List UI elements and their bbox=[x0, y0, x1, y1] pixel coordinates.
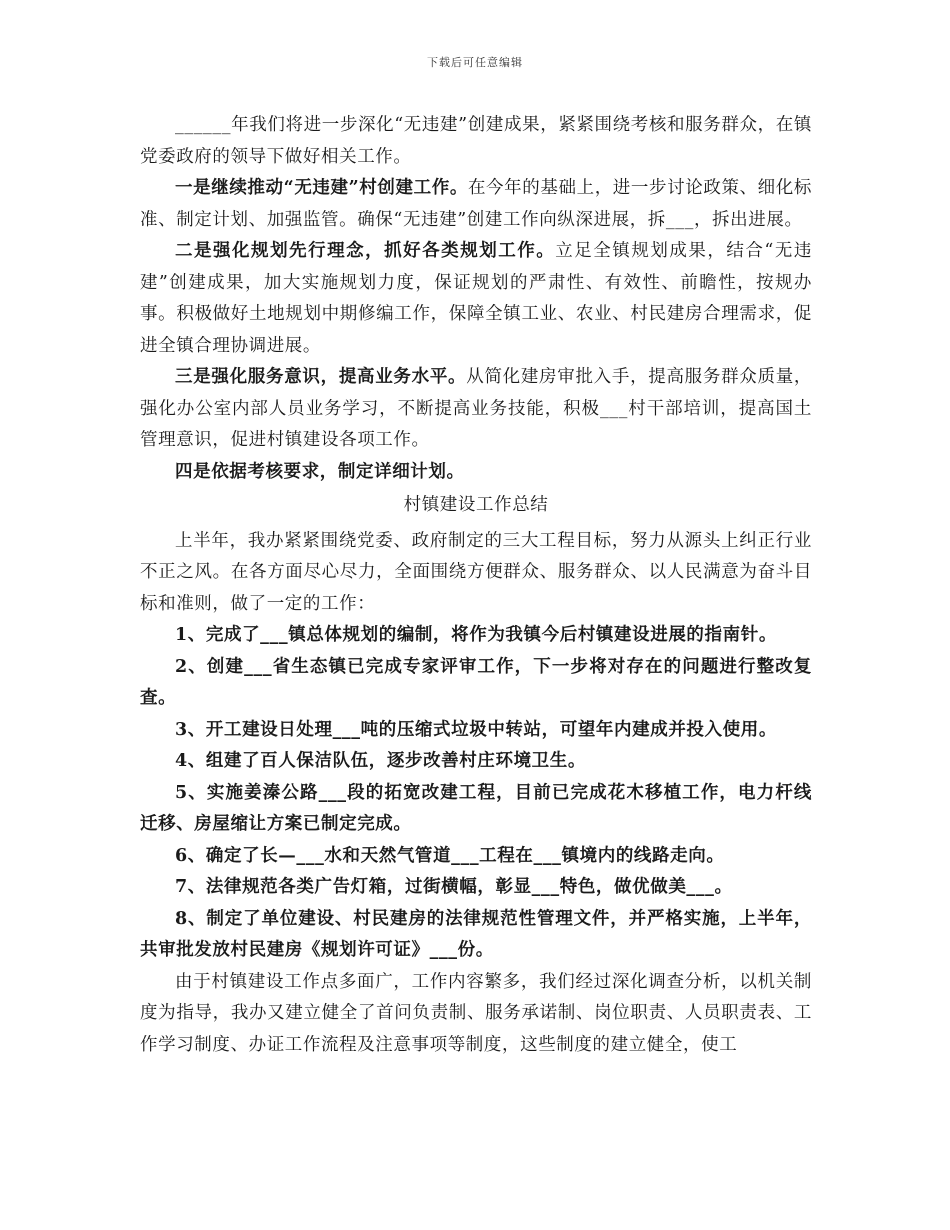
paragraph-lead: 一是继续推动“无违建”村创建工作。 bbox=[175, 178, 468, 198]
section-title: 村镇建设工作总结 bbox=[403, 495, 549, 515]
paragraph-point-1 bbox=[140, 173, 812, 236]
paragraph-point-3 bbox=[140, 362, 812, 457]
paragraph-text: ______年我们将进一步深化“无违建”创建成果，紧紧围绕考核和服务群众，在镇党委政府的领导下做好相关工作。 bbox=[140, 115, 812, 167]
paragraph-point-2 bbox=[140, 236, 812, 362]
list-item-3: 3、开工建设日处理___吨的压缩式垃圾中转站，可望年内建成并投入使用。 bbox=[175, 719, 777, 740]
page-header: 下载后可任意编辑 bbox=[427, 56, 523, 69]
paragraph-text: 从简化建房审批入手，提高服务群众质量，强化办公室内部人员业务学习，不断提高业务技能，积极___村干部培训，提高国土管理意识，促进村镇建设各项工作。 bbox=[140, 367, 812, 450]
list-item-8: 8、制定了单位建设、村民建房的法律规范性管理文件，并严格实施，上半年，共审批发放村民建房《规划许可证》___份。 bbox=[140, 908, 812, 960]
list-item-1: 1、完成了___镇总体规划的编制，将作为我镇今后村镇建设进展的指南针。 bbox=[175, 625, 777, 645]
paragraph-summary-intro: 上半年，我办紧紧围绕党委、政府制定的三大工程目标，努力从源头上纠正行业不正之风。在各方面尽心尽力，全面围绕方便群众、服务群众、以人民满意为奋斗目标和准则，做了一定的工作： bbox=[140, 530, 812, 614]
paragraph-closing: 由于村镇建设工作点多面广，工作内容繁多，我们经过深化调查分析，以机关制度为指导，我办又建立健全了首问负责制、服务承诺制、岗位职责、人员职责表、工作学习制度、办证工作流程及注意事项等制度，这些制度的建立健全，使工 bbox=[140, 971, 812, 1055]
list-item-7: 7、法律规范各类广告灯箱，过街横幅，彰显___特色，做优做美___。 bbox=[175, 877, 733, 897]
paragraph-intro-plan bbox=[140, 110, 812, 173]
paragraph-lead: 四是依据考核要求，制定详细计划。 bbox=[175, 461, 465, 482]
paragraph-lead: 二是强化规划先行理念，抓好各类规划工作。 bbox=[175, 241, 556, 261]
list-item-6: 6、确定了长—___水和天然气管道___工程在___镇境内的线路走向。 bbox=[175, 845, 725, 866]
list-item-4: 4、组建了百人保洁队伍，逐步改善村庄环境卫生。 bbox=[175, 751, 586, 771]
document-body bbox=[140, 110, 812, 1061]
list-item-5: 5、实施姜溱公路___段的拓宽改建工程，目前已完成花木移植工作，电力杆线迁移、房屋缩让方案已制定完成。 bbox=[140, 782, 812, 834]
paragraph-text: 在今年的基础上，进一步讨论政策、细化标准、制定计划、加强监管。确保“无违建”创建工作向纵深进展，拆___，拆出进展。 bbox=[140, 178, 812, 230]
paragraph-text: 立足全镇规划成果，结合“无违建”创建成果，加大实施规划力度，保证规划的严肃性、有效性、前瞻性，按规办事。积极做好土地规划中期修编工作，保障全镇工业、农业、村民建房合理需求，促进全镇合理协调进展。 bbox=[140, 241, 812, 356]
paragraph-point-4 bbox=[140, 457, 812, 489]
paragraph-lead: 三是强化服务意识，提高业务水平。 bbox=[175, 367, 467, 387]
list-item-2: 2、创建___省生态镇已完成专家评审工作，下一步将对存在的问题进行整改复查。 bbox=[140, 656, 812, 708]
